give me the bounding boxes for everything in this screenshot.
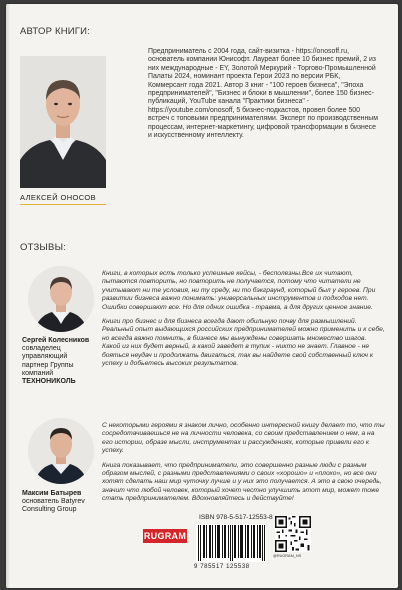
reviewer-role-line: компаний xyxy=(22,369,54,377)
review-text-batyrev xyxy=(102,422,386,510)
spine-edge xyxy=(6,4,10,588)
reviews-section-title: ОТЗЫВЫ: xyxy=(20,242,67,253)
reviewer-info-batyrev xyxy=(22,490,112,515)
publisher-logo: RUGRAM xyxy=(143,531,187,541)
reviewer-company: ТЕХНОНИКОЛЬ xyxy=(22,378,76,386)
reviewer-role-line: Consulting Group xyxy=(22,506,77,514)
author-section-title: АВТОР КНИГИ: xyxy=(20,26,91,37)
review-paragraph: Книга показывает, что предприниматели, это совершенно разные люди с разным образом мыслей, с разными представлениями о своих «хорошо» и «плохо», но все они хотят сделать наш мир чуточку лучше и у них это получается. А это в свою очередь, значит что любой человек, который хочет честно улучшить этот мир, может тоже стать предпринимателем. Вдохновляйтесь и действуйте! xyxy=(102,461,382,503)
reviewer-info-kolesnikov xyxy=(22,337,112,386)
reviewer-photo-kolesnikov xyxy=(28,266,94,332)
qr-code-icon xyxy=(275,516,311,552)
reviewer-role-line: партнер Группы xyxy=(22,361,74,369)
barcode-number: 9 785517 125538 xyxy=(194,564,250,570)
review-paragraph: Книги, в которых есть только успешные кейсы, - бесполезны.Все их читают, пытаются повторить, но повторить не получается, потому что читатели не учитывают ни те условия, ни ту среду, ни то бэкграунд, который был у героев. При развитии бизнеса важно понимать: универсальных инструментов и подходов нет. Ошибки совершают все. Но для одних ошибка - травма, а для других ценное знание. xyxy=(102,270,376,311)
review-text-kolesnikov xyxy=(102,270,386,374)
reviewer-role-line: управляющий xyxy=(22,353,68,361)
author-bio: Предприниматель с 2004 года, сайт-визитка - https://onosoff.ru, основатель компании Юнисофт. Лауреат более 10 бизнес премий, 2 из них международные - EY, Золотой Меркурий - Торгово-Промышленной Палаты 2024, номинант проекта Герои 2023 по версии РБК, Коммерсант года 2021. Автор 3 книг - "100 героев бизнеса", "Эпоха предпринимателей", "Бизнес и блоки в мышлении", более 150 бизнес-публикаций, YouTube канала "Практики бизнеса" - https://youtube.com/onosoff, 5 бизнес-подкастов, провел более 500 встреч с топовыми предпринимателями. Эксперт по производственным процессам, интернет-маркетингу, цифровой трансформации в бизнесе и искусственному интеллекту. xyxy=(148,48,378,140)
review-paragraph: С некоторыми героями я знаком лично, особенно интересной книгу делает то, что ты сосредотачиваешься не на личности человека, со своим представлением о нем, а на его истории, образе мысли, инструментах и рассуждениях, которые привели его к успеху. xyxy=(102,422,385,455)
back-cover xyxy=(6,4,398,588)
reviewer-role-line: основатель Batyrev xyxy=(22,498,85,506)
author-name-underline xyxy=(20,204,106,205)
isbn-label: ISBN 978-5-517-12553-8 xyxy=(199,514,273,521)
review-paragraph: Книги про бизнес и для бизнеса всегда дают обильную почву для размышлений. Реальный опыт выдающихся российских предпринимателей можно применить и к себе, но всегда важно помнить, в бизнесе мы вынуждены совершать множество шагов. Какой из них будет верный, а какой заведет в тупик - никто не знает. Главное - не бояться неудач и продолжать двигаться, так вы найдете свой собственный ключ к успеху и добьетесь высоких результатов. xyxy=(102,318,385,368)
reviewer-photo-batyrev xyxy=(28,418,94,484)
qr-label: @RUGRAM_NS xyxy=(273,554,302,558)
reviewer-name: Сергей Колесников xyxy=(22,337,90,344)
author-name: АЛЕКСЕЙ ОНОСОВ xyxy=(20,193,97,202)
barcode-icon xyxy=(196,524,266,562)
reviewer-role-line: совладелец xyxy=(22,345,61,353)
author-photo xyxy=(20,56,106,188)
reviewer-name: Максим Батырев xyxy=(22,490,82,497)
